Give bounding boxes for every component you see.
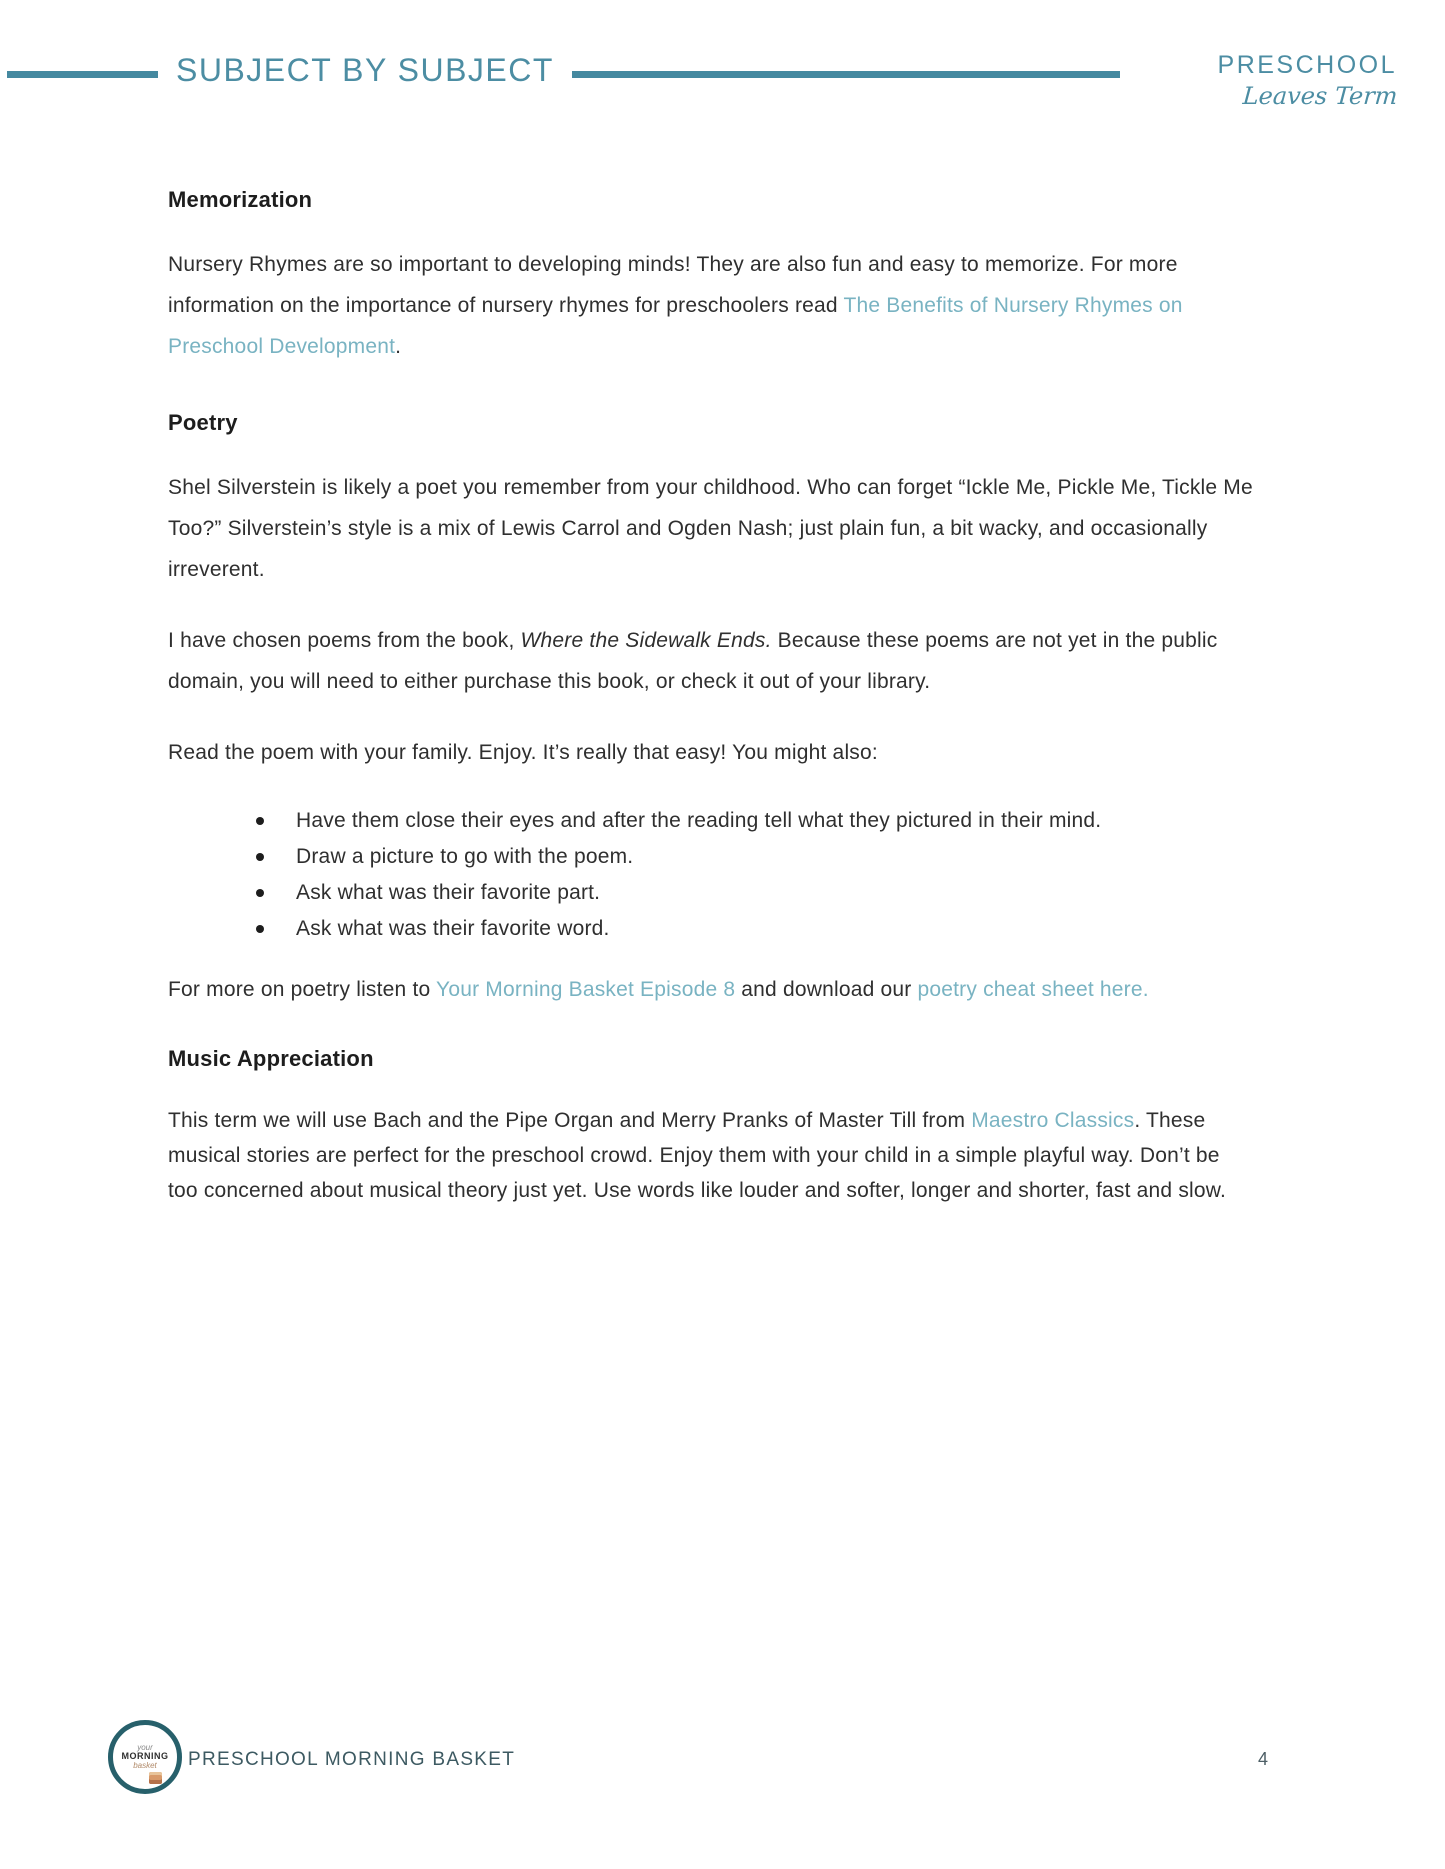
logo-line-basket: basket bbox=[133, 1760, 157, 1770]
term-script: Leaves Term bbox=[1241, 81, 1398, 110]
link-nursery-rhymes-benefits[interactable]: The Benefits of Nursery Rhymes on Preschool Development bbox=[168, 294, 1183, 358]
page-title: SUBJECT BY SUBJECT bbox=[176, 52, 554, 88]
heading-poetry: Poetry bbox=[168, 410, 238, 435]
header-rule-left bbox=[7, 71, 158, 78]
heading-music-appreciation: Music Appreciation bbox=[168, 1046, 374, 1071]
morning-basket-logo bbox=[108, 1720, 182, 1794]
paragraph-music bbox=[168, 1103, 1253, 1208]
text-run: I have chosen poems from the book, bbox=[168, 629, 521, 652]
book-title: Where the Sidewalk Ends. bbox=[520, 629, 772, 652]
text-run: . These musical stories are perfect for the preschool crowd. Enjoy them with your child in a simple playful way. Don’t be too concerned about musical theory just yet. Use words like louder and softer, longer and shorter, fast and slow. bbox=[168, 1109, 1227, 1202]
page-footer bbox=[0, 1712, 1445, 1822]
bullet-icon bbox=[256, 925, 264, 933]
list-item bbox=[168, 911, 1253, 947]
footer-brand-text: PRESCHOOL MORNING BASKET bbox=[188, 1749, 516, 1770]
logo-line-morning: MORNING bbox=[121, 1751, 169, 1762]
document-content bbox=[168, 186, 1253, 1208]
text-run: Nursery Rhymes are so important to developing minds! They are also fun and easy to memorize. For more information on the importance of nursery rhymes for preschoolers read bbox=[168, 253, 1178, 317]
list-item bbox=[168, 803, 1253, 839]
link-maestro-classics[interactable]: Maestro Classics bbox=[971, 1109, 1135, 1132]
bullet-icon bbox=[256, 853, 264, 861]
list-item bbox=[168, 839, 1253, 875]
text-run: and download our bbox=[735, 978, 918, 1001]
brand-name: PRESCHOOL bbox=[1217, 51, 1397, 79]
paragraph-sidewalk-ends bbox=[168, 620, 1253, 702]
basket-icon bbox=[149, 1772, 162, 1784]
logo-line-your: your bbox=[137, 1742, 153, 1752]
page-number: 4 bbox=[1258, 1749, 1269, 1769]
text-run: For more on poetry listen to bbox=[168, 978, 437, 1001]
bullet-icon bbox=[256, 817, 264, 825]
paragraph-read-poem: Read the poem with your family. Enjoy. It’s really that easy! You might also: bbox=[168, 741, 878, 764]
list-item bbox=[168, 875, 1253, 911]
link-morning-basket-episode-8[interactable]: Your Morning Basket Episode 8 bbox=[436, 978, 736, 1001]
list-item-text: Ask what was their favorite word. bbox=[296, 917, 610, 940]
list-item-text: Have them close their eyes and after the reading tell what they pictured in their mind. bbox=[296, 809, 1102, 832]
text-run: This term we will use Bach and the Pipe Organ and Merry Pranks of Master Till from bbox=[168, 1109, 972, 1132]
paragraph-memorization bbox=[168, 244, 1253, 367]
bullet-icon bbox=[256, 889, 264, 897]
list-item-text: Ask what was their favorite part. bbox=[296, 881, 601, 904]
text-run: Because these poems are not yet in the public domain, you will need to either purchase this book, or check it out of your library. bbox=[168, 629, 1218, 693]
text-run: . bbox=[395, 335, 402, 358]
list-item-text: Draw a picture to go with the poem. bbox=[296, 845, 634, 868]
brand-block bbox=[1218, 52, 1397, 109]
paragraph-more-poetry bbox=[168, 971, 1253, 1009]
heading-memorization: Memorization bbox=[168, 187, 313, 212]
logo-text bbox=[122, 1744, 169, 1770]
header-rule-right bbox=[572, 71, 1120, 78]
link-poetry-cheat-sheet[interactable]: poetry cheat sheet here. bbox=[917, 978, 1149, 1001]
paragraph-silverstein: Shel Silverstein is likely a poet you remember from your childhood. Who can forget “Ickle Me, Pickle Me, Tickle Me Too?” Silverstein’s style is a mix of Lewis Carrol and Ogden Nash; just plain fun, a bit wacky, and occasionally irreverent. bbox=[168, 476, 1253, 581]
poetry-activity-list bbox=[168, 803, 1253, 947]
